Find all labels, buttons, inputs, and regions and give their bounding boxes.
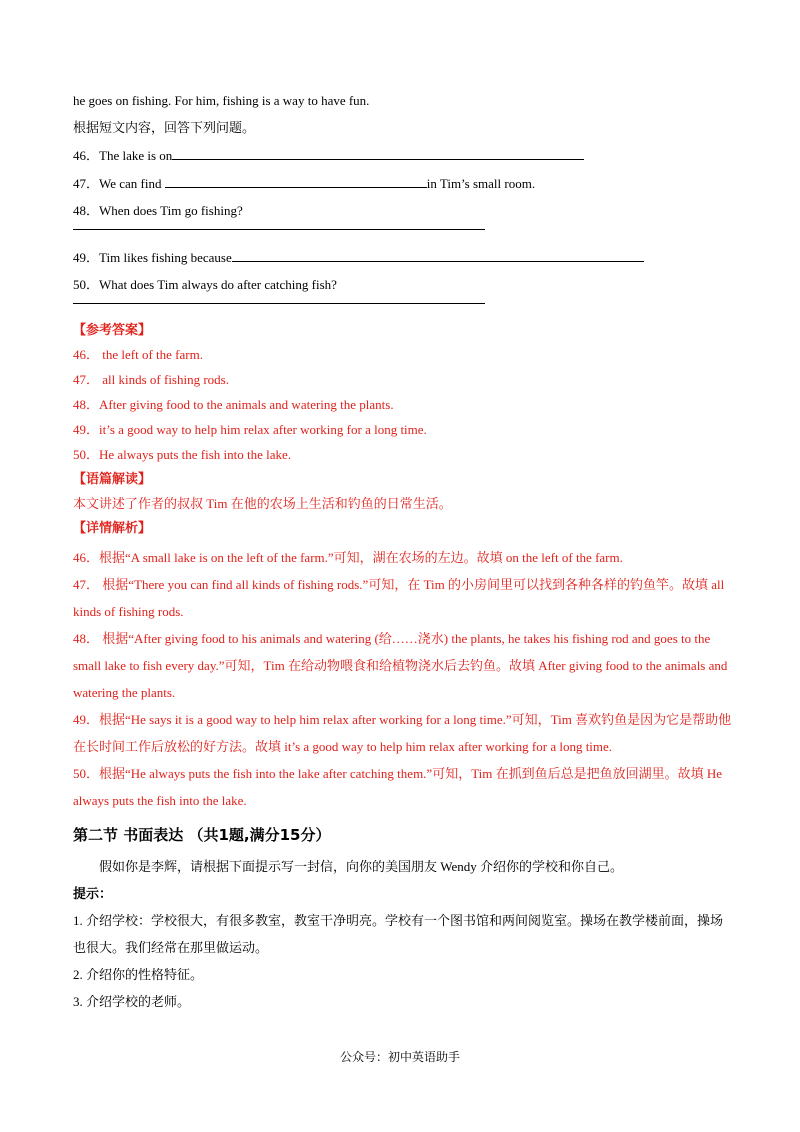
answer-blank-48[interactable]	[73, 228, 485, 230]
analysis-item: 50．根据“He always puts the fish into the lake after catching them.”可知，Tim 在抓到鱼后总是把鱼放回湖里。故填 He always puts the fish into the lake.	[73, 766, 723, 808]
passage-tail: he goes on fishing. For him, fishing is a way to have fun.	[73, 93, 370, 108]
hint-label: 提示：	[73, 886, 113, 901]
answer-item: 49．it’s a good way to help him relax after working for a long time.	[73, 422, 427, 437]
analysis-item: 47． 根据“There you can find all kinds of fishing rods.”可知，在 Tim 的小房间里可以找到各种各样的钓鱼竿。故填 all kinds of fishing rods.	[73, 577, 725, 619]
question-46-text: 46．The lake is on	[73, 148, 173, 163]
analysis-item: 46．根据“A small lake is on the left of the farm.”可知，湖在农场的左边。故填 on the left of the farm.	[73, 550, 623, 565]
document-page	[73, 92, 733, 1015]
hint-item: 3. 介绍学校的老师。	[73, 994, 191, 1009]
answers-header: 【参考答案】	[73, 323, 152, 338]
answer-blank-47[interactable]	[165, 174, 427, 188]
reading-header: 【语篇解读】	[73, 472, 152, 487]
answer-item: 50．He always puts the fish into the lake.	[73, 447, 292, 462]
question-49-text: 49．Tim likes fishing because	[73, 250, 232, 265]
analysis-item: 49．根据“He says it is a good way to help him relax after working for a long time.”可知，Tim 喜欢钓鱼是因为它是帮助他在长时间工作后放松的好方法。故填 it’s a good way to help him relax after working for a long time.	[73, 712, 732, 754]
answer-blank-49[interactable]	[232, 248, 644, 262]
question-47	[73, 174, 733, 193]
hint-item: 1. 介绍学校：学校很大，有很多教室，教室干净明亮。学校有一个图书馆和两间阅览室。操场在教学楼前面，操场也很大。我们经常在那里做运动。	[73, 913, 724, 955]
analysis-header: 【详情解析】	[73, 521, 152, 536]
answer-blank-46[interactable]	[172, 146, 584, 160]
question-49	[73, 248, 733, 267]
writing-prompt: 假如你是李辉，请根据下面提示写一封信，向你的美国朋友 Wendy 介绍你的学校和你自己。	[99, 859, 623, 874]
answer-blank-50[interactable]	[73, 302, 485, 304]
answer-list	[73, 346, 733, 464]
hint-item: 2. 介绍你的性格特征。	[73, 967, 204, 982]
analysis-item: 48． 根据“After giving food to his animals and watering (给……浇水) the plants, he takes his fishing rod and goes to the small lake to fish every day.”可知，Tim 在给动物喂食和给植物浇水后去钓鱼。故填 After giving food to the animals and watering the plants.	[73, 631, 728, 700]
question-48: 48．When does Tim go fishing?	[73, 203, 243, 218]
answer-item: 48．After giving food to the animals and watering the plants.	[73, 397, 394, 412]
question-46	[73, 146, 733, 165]
answer-item: 46． the left of the farm.	[73, 347, 203, 362]
question-50: 50．What does Tim always do after catching fish?	[73, 277, 337, 292]
section-title: 第二节 书面表达 （共1题,满分15分）	[73, 826, 331, 844]
instruction: 根据短文内容，回答下列问题。	[73, 120, 256, 135]
analysis-list	[73, 544, 733, 814]
question-47-text: 47．We can find	[73, 176, 165, 191]
answer-item: 47． all kinds of fishing rods.	[73, 372, 229, 387]
question-47-suffix: in Tim’s small room.	[426, 176, 536, 191]
reading-text: 本文讲述了作者的叔叔 Tim 在他的农场上生活和钓鱼的日常生活。	[73, 496, 452, 511]
page-footer: 公众号：初中英语助手	[339, 1050, 460, 1064]
